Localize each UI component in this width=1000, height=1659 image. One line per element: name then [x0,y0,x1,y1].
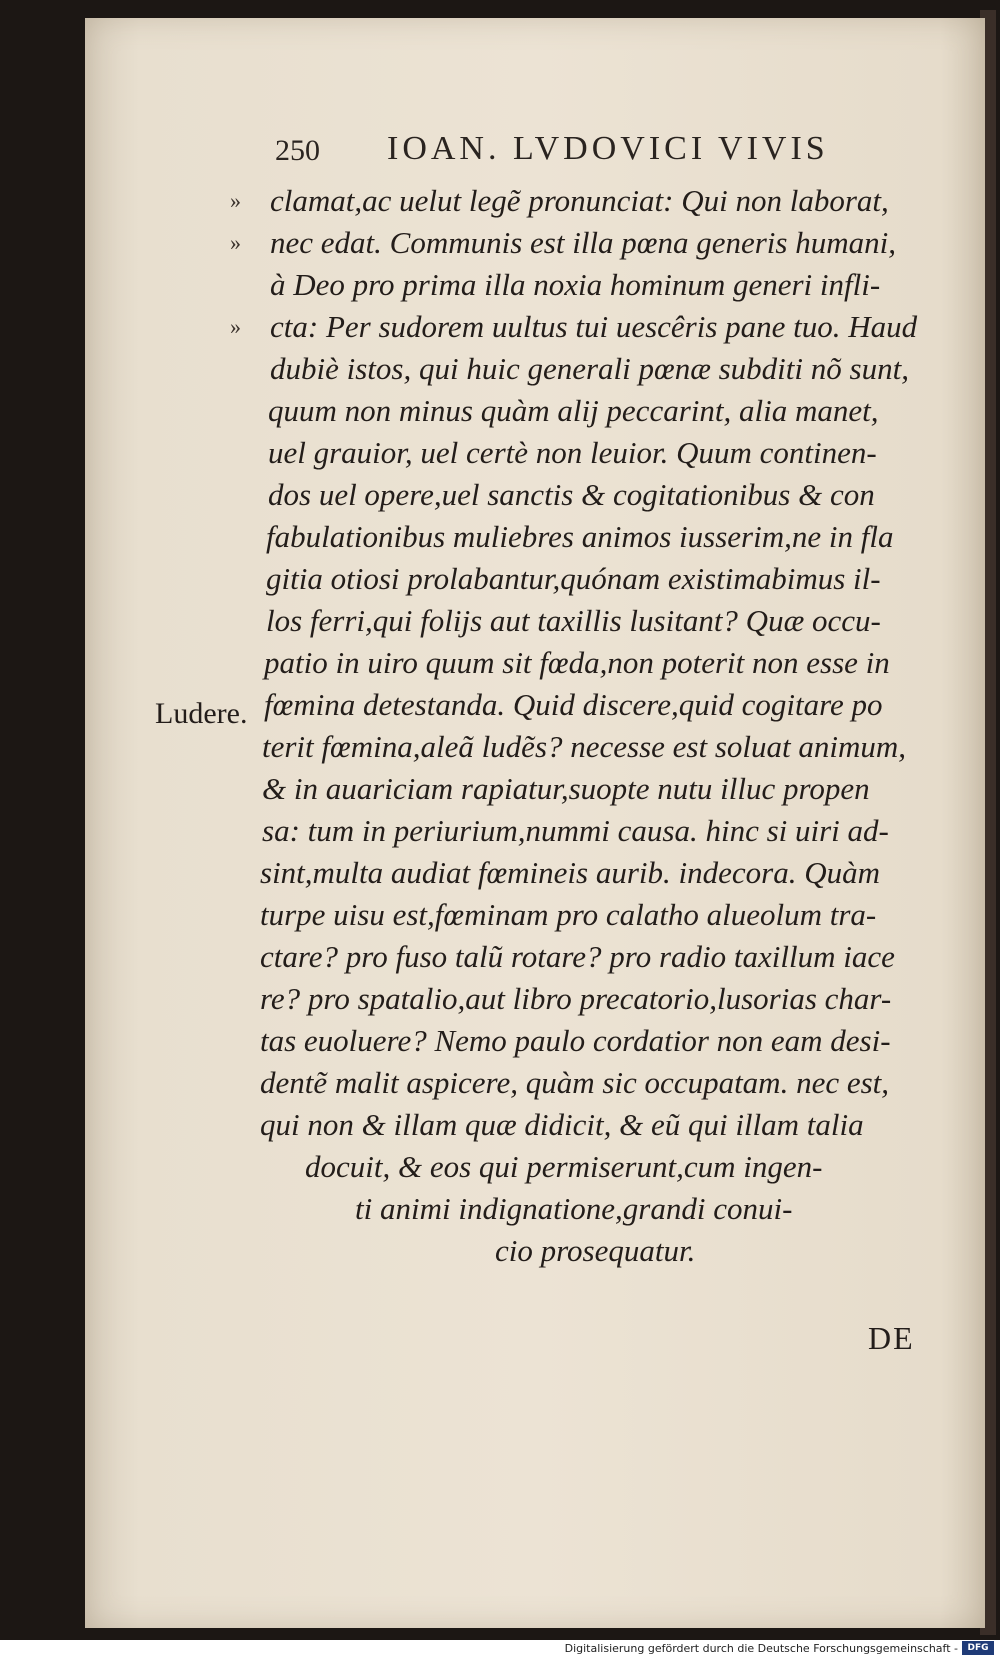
line-text: fabulationibus muliebres animos iusserim,ne in fla [266,519,894,554]
line-text: re? pro spatalio,aut libro precatorio,lusorias char- [260,981,892,1016]
line-text: docuit, & eos qui permiserunt,cum ingen- [305,1149,823,1184]
text-line [240,516,893,558]
line-text: gitia otiosi prolabantur,quónam existimabimus il- [266,561,881,596]
line-text: terit fœmina,aleã ludẽs? necesse est soluat animum, [262,729,907,764]
page-number: 250 [275,134,320,167]
quote-mark: » [230,314,241,339]
text-line [240,1104,864,1146]
line-text: dubiè istos, qui huic generali pœnæ subditi nõ sunt, [270,351,909,386]
catchword: DE [868,1320,915,1356]
text-line [240,978,891,1020]
text-line [240,1188,792,1230]
text-line [240,264,880,306]
text-line [240,1062,889,1104]
text-line [240,1146,822,1188]
text-line [240,1230,695,1272]
text-line [240,474,875,516]
quote-mark: » [230,230,241,255]
text-line [240,894,876,936]
running-title: IOAN. LVDOVICI VIVIS [387,130,829,167]
line-text: los ferri,qui folijs aut taxillis lusitant? Quæ occu- [266,603,881,638]
line-text: cta: Per sudorem uultus tui uescêris pane tuo. Haud [270,309,918,344]
footer-credit: Digitalisierung gefördert durch die Deutsche Forschungsgemeinschaft - [564,1642,958,1655]
line-text: uel grauior, uel certè non leuior. Quum continen- [268,435,877,470]
text-line [240,642,890,684]
line-text: sint,multa audiat fœmineis aurib. indecora. Quàm [260,855,880,890]
quote-mark: » [230,188,241,213]
text-line [230,222,896,264]
text-line [230,180,889,222]
text-line [240,684,883,726]
text-line [240,558,881,600]
line-text: patio in uiro quum sit fœda,non poterit non esse in [264,645,890,680]
text-line [240,348,909,390]
text-line [240,852,880,894]
line-text: cio prosequatur. [495,1233,696,1268]
line-text: ctare? pro fuso talũ rotare? pro radio taxillum iace [260,939,895,974]
line-text: quum non minus quàm alij peccarint, alia manet, [268,393,879,428]
line-text: dentẽ malit aspicere, quàm sic occupatam. nec est, [260,1065,890,1100]
line-text: ti animi indignatione,grandi conui- [355,1191,793,1226]
text-line [240,600,881,642]
text-line [240,726,906,768]
running-head [275,130,875,170]
line-text: qui non & illam quæ didicit, & eũ qui illam talia [260,1107,864,1142]
text-line [240,390,878,432]
text-line [230,306,918,348]
margin-note: Ludere. [155,697,248,730]
text-line [240,936,895,978]
dfg-logo-icon: DFG [962,1641,994,1655]
line-text: fœmina detestanda. Quid discere,quid cogitare po [264,687,883,722]
line-text: & in auariciam rapiatur,suopte nutu illuc propen [262,771,870,806]
line-text: turpe uisu est,fœminam pro calatho alueolum tra- [260,897,877,932]
text-line [240,432,877,474]
line-text: dos uel opere,uel sanctis & cogitationibus & con [268,477,875,512]
line-text: tas euoluere? Nemo paulo cordatior non eam desi- [260,1023,891,1058]
line-text: à Deo pro prima illa noxia hominum generi infli- [270,267,881,302]
text-line [240,810,889,852]
text-line [240,768,870,810]
line-text: nec edat. Communis est illa pœna generis humani, [270,225,896,260]
line-text: sa: tum in periurium,nummi causa. hinc si uiri ad- [262,813,889,848]
text-line [240,1020,891,1062]
line-text: clamat,ac uelut legẽ pronunciat: Qui non laborat, [270,183,889,218]
